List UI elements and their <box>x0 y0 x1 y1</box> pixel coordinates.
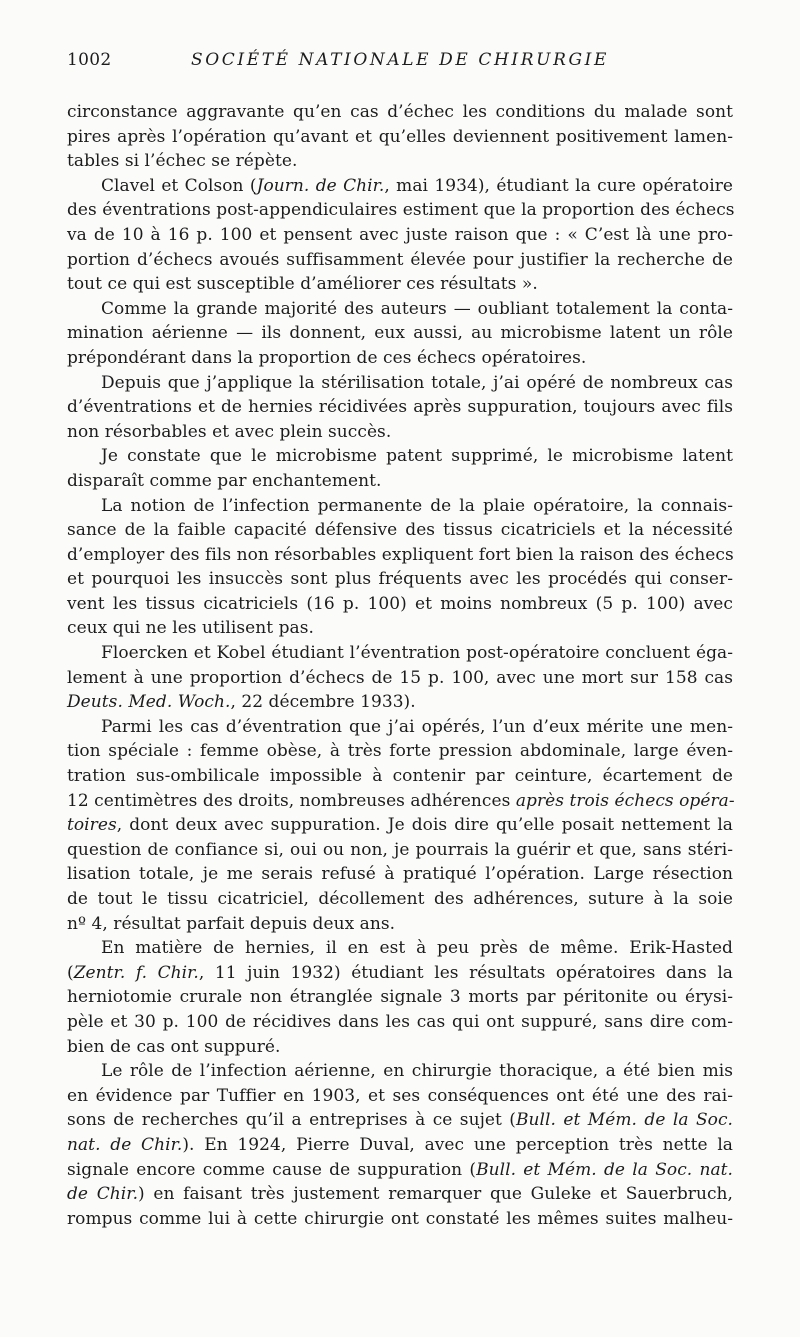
italic-reference: toires <box>67 815 117 836</box>
text-line: lisation totale, je me serais refusé à pratiqué l’opération. Large résection <box>67 864 733 885</box>
text-run: signale encore comme cause de suppuration ( <box>67 1159 477 1180</box>
text-line: va de 10 à 16 p. 100 et pensent avec juste raison que : « C’est là une pro- <box>67 224 733 245</box>
page-header <box>67 50 733 76</box>
italic-reference: Zentr. f. Chir. <box>73 962 199 983</box>
text-line <box>67 690 733 715</box>
text-line: Je constate que le microbisme patent supprimé, le microbisme latent <box>101 446 733 467</box>
text-line: ceux qui ne les utilisent pas. <box>67 618 314 639</box>
text-line: pèle et 30 p. 100 de récidives dans les cas qui ont suppuré, sans dire com- <box>67 1011 733 1032</box>
text-line <box>67 1108 733 1133</box>
text-line: et pourquoi les insuccès sont plus fréquents avec les procédés qui conser- <box>67 569 733 590</box>
text-run: , mai 1934), étudiant la cure opératoire <box>384 175 733 196</box>
text-line: question de confiance si, oui ou non, je pourrais la guérir et que, sans stéri- <box>67 839 733 860</box>
text-line: Comme la grande majorité des auteurs — oubliant totalement la conta- <box>101 298 733 319</box>
italic-reference: de Chir. <box>67 1184 139 1205</box>
text-line <box>67 789 733 814</box>
page-number: 1002 <box>67 50 112 70</box>
text-line: nº 4, résultat parfait depuis deux ans. <box>67 913 396 934</box>
running-title: SOCIÉTÉ NATIONALE DE CHIRURGIE <box>191 50 609 70</box>
text-run: , 11 juin 1932) étudiant les résultats opératoires dans la <box>198 962 733 983</box>
text-line: bien de cas ont suppuré. <box>67 1036 281 1057</box>
text-line: disparaît comme par enchantement. <box>67 470 382 491</box>
text-run: , 22 décembre 1933). <box>230 692 416 713</box>
text-line: lement à une proportion d’échecs de 15 p. 100, avec une mort sur 158 cas <box>67 667 733 688</box>
text-run: Clavel et Colson ( <box>101 175 257 196</box>
text-line: tion spéciale : femme obèse, à très forte pression abdominale, large éven- <box>67 741 733 762</box>
text-run: sons de recherches qu’il a entreprises à ce sujet ( <box>67 1110 516 1131</box>
text-line: vent les tissus cicatriciels (16 p. 100) et moins nombreux (5 p. 100) avec <box>67 593 733 614</box>
text-line: Parmi les cas d’éventration que j’ai opérés, l’un d’eux mérite une men- <box>101 716 733 737</box>
text-run: ( <box>67 962 74 983</box>
text-line <box>67 1158 733 1183</box>
text-line: sance de la faible capacité défensive des tissus cicatriciels et la nécessité <box>67 520 733 541</box>
text-line <box>67 1133 733 1158</box>
italic-reference: après trois échecs opéra- <box>515 790 735 811</box>
body-text <box>67 100 733 1231</box>
text-line: d’employer des fils non résorbables expliquent fort bien la raison des échecs <box>67 544 734 565</box>
text-line: tables si l’échec se répète. <box>67 151 298 172</box>
text-run: 12 centimètres des droits, nombreuses adhérences <box>67 790 516 811</box>
italic-reference: Deuts. Med. Woch. <box>67 692 231 713</box>
italic-reference: nat. de Chir. <box>67 1134 183 1155</box>
text-line: pires après l’opération qu’avant et qu’elles deviennent positivement lamen- <box>67 126 733 147</box>
text-line: Floercken et Kobel étudiant l’éventration post-opératoire concluent éga- <box>101 643 733 664</box>
text-line: herniotomie crurale non étranglée signale 3 morts par péritonite ou érysi- <box>67 987 733 1008</box>
text-line: d’éventrations et de hernies récidivées après suppuration, toujours avec fils <box>67 397 733 418</box>
italic-reference: Journ. de Chir. <box>256 175 385 196</box>
text-line: de tout le tissu cicatriciel, décollement des adhérences, suture à la soie <box>67 889 733 909</box>
text-run: ). En 1924, Pierre Duval, avec une perception très nette la <box>182 1134 733 1155</box>
text-line: prépondérant dans la proportion de ces échecs opératoires. <box>67 347 587 368</box>
text-line: circonstance aggravante qu’en cas d’échec les conditions du malade sont <box>67 102 733 122</box>
italic-reference: Bull. et Mém. de la Soc. nat. <box>476 1159 733 1180</box>
text-line: non résorbables et avec plein succès. <box>67 421 392 442</box>
text-line <box>67 813 733 838</box>
text-line <box>67 174 733 199</box>
text-line: en évidence par Tuffier en 1903, et ses conséquences ont été une des rai- <box>67 1085 733 1106</box>
text-line: En matière de hernies, il en est à peu près de même. Erik-Hasted <box>101 938 733 959</box>
text-line <box>67 1182 733 1207</box>
italic-reference: Bull. et Mém. de la Soc. <box>516 1110 733 1131</box>
text-line: tout ce qui est susceptible d’améliorer ces résultats ». <box>67 274 538 295</box>
text-run: , dont deux avec suppuration. Je dois dire qu’elle posait nettement la <box>116 815 733 836</box>
text-line: rompus comme lui à cette chirurgie ont constaté les mêmes suites malheu- <box>67 1208 733 1229</box>
text-line: des éventrations post-appendiculaires estiment que la proportion des échecs <box>67 200 735 221</box>
text-line: Depuis que j’applique la stérilisation totale, j’ai opéré de nombreux cas <box>101 372 733 393</box>
text-line: Le rôle de l’infection aérienne, en chirurgie thoracique, a été bien mis <box>101 1061 733 1082</box>
text-line: mination aérienne — ils donnent, eux aussi, au microbisme latent un rôle <box>67 323 733 344</box>
text-line <box>67 961 733 986</box>
text-line: tration sus-ombilicale impossible à contenir par ceinture, écartement de <box>67 766 733 787</box>
text-line: La notion de l’infection permanente de la plaie opératoire, la connais- <box>101 495 733 516</box>
text-run: ) en faisant très justement remarquer que Guleke et Sauerbruch, <box>138 1184 733 1205</box>
text-line: portion d’échecs avoués suffisamment élevée pour justifier la recherche de <box>67 249 733 270</box>
